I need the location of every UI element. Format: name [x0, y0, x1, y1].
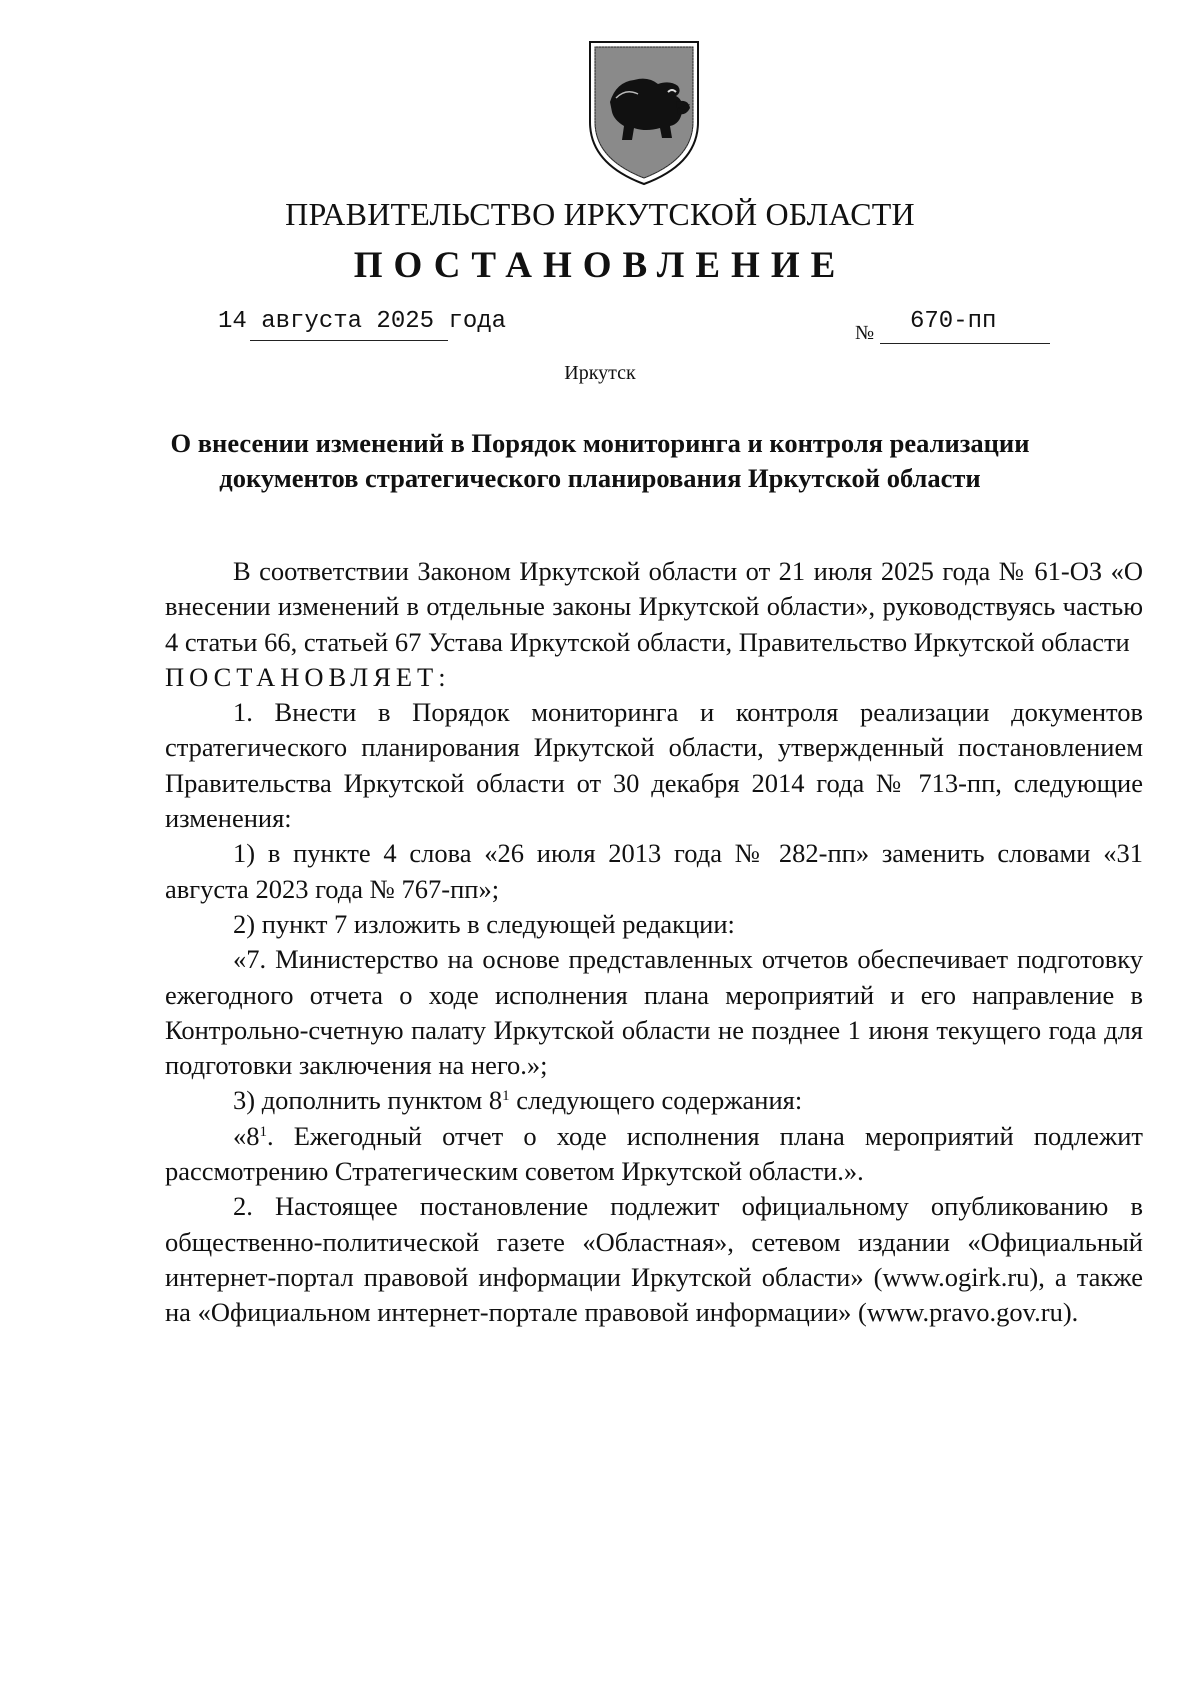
- government-title: ПРАВИТЕЛЬСТВО ИРКУТСКОЙ ОБЛАСТИ: [285, 196, 915, 232]
- document-body: [165, 554, 1143, 1331]
- document-subject: [160, 426, 1040, 496]
- paragraph-2: 2. Настоящее постановление подлежит официальному опубликованию в общественно-политической газете «Областная», сетевом издании «Официальный интернет-портал правовой информации Иркутской области» (www.ogirk.ru), а также на «Официальном интернет-портале правовой информации» (www.pravo.gov.ru).: [165, 1191, 1143, 1328]
- item-3-lead: 3) дополнить пунктом 8: [233, 1085, 503, 1116]
- coat-of-arms-icon: [586, 38, 702, 188]
- preamble-paragraph: В соответствии Законом Иркутской области от 21 июля 2025 года № 61-ОЗ «О внесении изменений в отдельные законы Иркутской области», руководствуясь частью 4 статьи 66, статьей 67 Устава Иркутской области, Правительство Иркутской области: [165, 556, 1143, 657]
- paragraph-1-item-2: 2) пункт 7 изложить в следующей редакции:: [233, 908, 735, 939]
- date-underline: [250, 340, 448, 341]
- item-3-text-tail: . Ежегодный отчет о ходе исполнения плана мероприятий подлежит рассмотрению Стратегическим советом Иркутской области.».: [165, 1120, 1143, 1187]
- paragraph-1-item-3-text: [165, 1119, 1143, 1190]
- paragraph-1-item-1: 1) в пункте 4 слова «26 июля 2013 года № 282-пп» заменить словами «31 августа 2023 года № 767-пп»;: [165, 838, 1143, 904]
- document-date: 14 августа 2025 года: [218, 308, 507, 335]
- item-3-text-superscript: 1: [259, 1123, 267, 1140]
- document-type: ПОСТАНОВЛЕНИЕ: [353, 245, 847, 286]
- paragraph-1: 1. Внести в Порядок мониторинга и контроля реализации документов стратегического планирования Иркутской области, утвержденный постановлением Правительства Иркутской области от 30 декабря 2014 года № 713-пп, следующие изменения:: [165, 697, 1143, 834]
- document-number: 670-пп: [910, 308, 997, 335]
- document-city: Иркутск: [564, 362, 636, 384]
- subject-line-2: документов стратегического планирования Иркутской области: [219, 463, 981, 493]
- resolves-heading: ПОСТАНОВЛЯЕТ:: [165, 661, 451, 692]
- item-3-tail: следующего содержания:: [509, 1085, 803, 1116]
- paragraph-1-item-2-text: «7. Министерство на основе представленных отчетов обеспечивает подготовку ежегодного отчета о ходе исполнения плана мероприятий и его направление в Контрольно-счетную палату Иркутской области не позднее 1 июня текущего года для подготовки заключения на него.»;: [165, 944, 1143, 1081]
- number-underline: [880, 343, 1050, 344]
- item-3-text-lead: «8: [233, 1120, 260, 1151]
- subject-line-1: О внесении изменений в Порядок мониторинга и контроля реализации: [170, 428, 1030, 458]
- item-3-superscript: 1: [502, 1088, 510, 1105]
- number-sign: №: [855, 322, 875, 344]
- paragraph-1-item-3: [165, 1083, 1143, 1118]
